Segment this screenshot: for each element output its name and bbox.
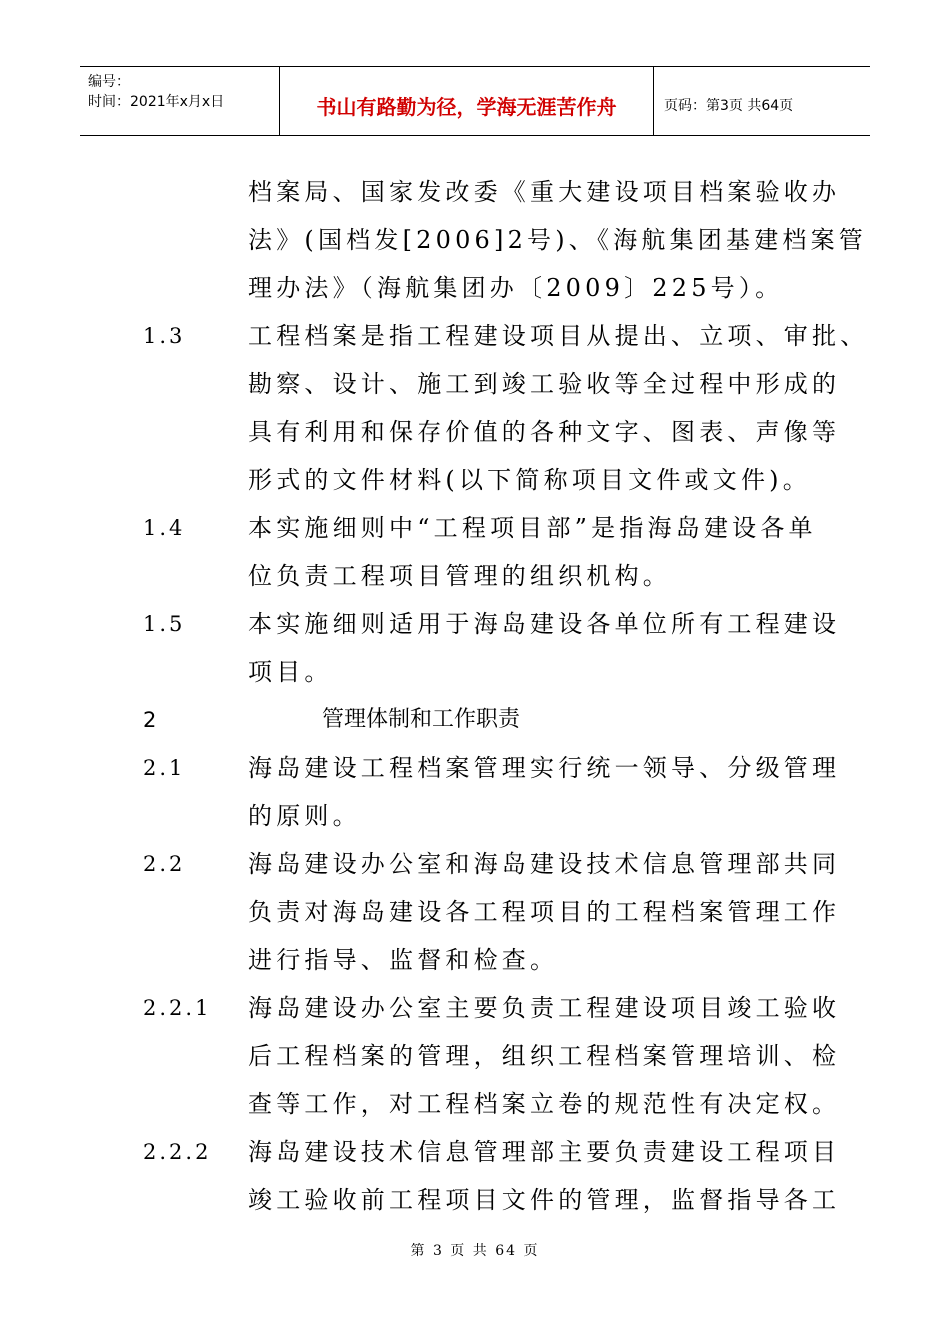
page-footer: 第 3 页 共 64 页 xyxy=(410,1243,540,1259)
clause-number: 1.4 xyxy=(143,516,186,540)
text-line: 的原则。 xyxy=(248,802,361,830)
section-number: 2 xyxy=(143,708,157,732)
clause-number: 1.5 xyxy=(143,612,186,636)
text-line: 法》(国档发[2006]2号)、《海航集团基建档案管 xyxy=(248,226,867,254)
text-line: 档案局、国家发改委《重大建设项目档案验收办 xyxy=(248,178,841,206)
text-line: 进行指导、监督和检查。 xyxy=(248,946,559,974)
text-line: 勘察、设计、施工到竣工验收等全过程中形成的 xyxy=(248,370,841,398)
text-line: 负责对海岛建设各工程项目的工程档案管理工作 xyxy=(248,898,841,926)
clause-number: 2.2 xyxy=(143,852,186,876)
text-line: 海岛建设办公室主要负责工程建设项目竣工验收 xyxy=(248,994,841,1022)
document-number-label: 编号： xyxy=(88,74,130,90)
text-line: 海岛建设办公室和海岛建设技术信息管理部共同 xyxy=(248,850,841,878)
text-line: 具有利用和保存价值的各种文字、图表、声像等 xyxy=(248,418,841,446)
text-line: 海岛建设工程档案管理实行统一领导、分级管理 xyxy=(248,754,841,782)
header-meta-cell xyxy=(80,67,280,135)
text-line: 查等工作，对工程档案立卷的规范性有决定权。 xyxy=(248,1090,841,1118)
clause-number: 2.2.2 xyxy=(143,1140,212,1164)
clause-number: 1.3 xyxy=(143,324,186,348)
header-motto: 书山有路勤为径，学海无涯苦作舟 xyxy=(280,67,654,135)
clause-number: 2.2.1 xyxy=(143,996,212,1020)
text-line: 位负责工程项目管理的组织机构。 xyxy=(248,562,671,590)
page-header xyxy=(80,66,870,136)
text-line: 项目。 xyxy=(248,658,333,686)
text-line: 后工程档案的管理，组织工程档案管理培训、检 xyxy=(248,1042,841,1070)
text-line: 本实施细则适用于海岛建设各单位所有工程建设 xyxy=(248,610,841,638)
text-line: 理办法》（海航集团办〔2009〕225号）。 xyxy=(248,274,784,302)
text-line: 海岛建设技术信息管理部主要负责建设工程项目 xyxy=(248,1138,841,1166)
text-line: 形式的文件材料(以下简称项目文件或文件)。 xyxy=(248,466,811,494)
clause-number: 2.1 xyxy=(143,756,186,780)
document-time-label: 时间：2021年x月x日 xyxy=(88,94,225,110)
text-line: 本实施细则中“工程项目部”是指海岛建设各单 xyxy=(248,514,817,542)
text-line: 工程档案是指工程建设项目从提出、立项、审批、 xyxy=(248,322,869,350)
text-line: 竣工验收前工程项目文件的管理，监督指导各工 xyxy=(248,1186,841,1214)
header-page-info: 页码：第3页 共64页 xyxy=(664,98,794,114)
section-title: 管理体制和工作职责 xyxy=(322,707,521,732)
